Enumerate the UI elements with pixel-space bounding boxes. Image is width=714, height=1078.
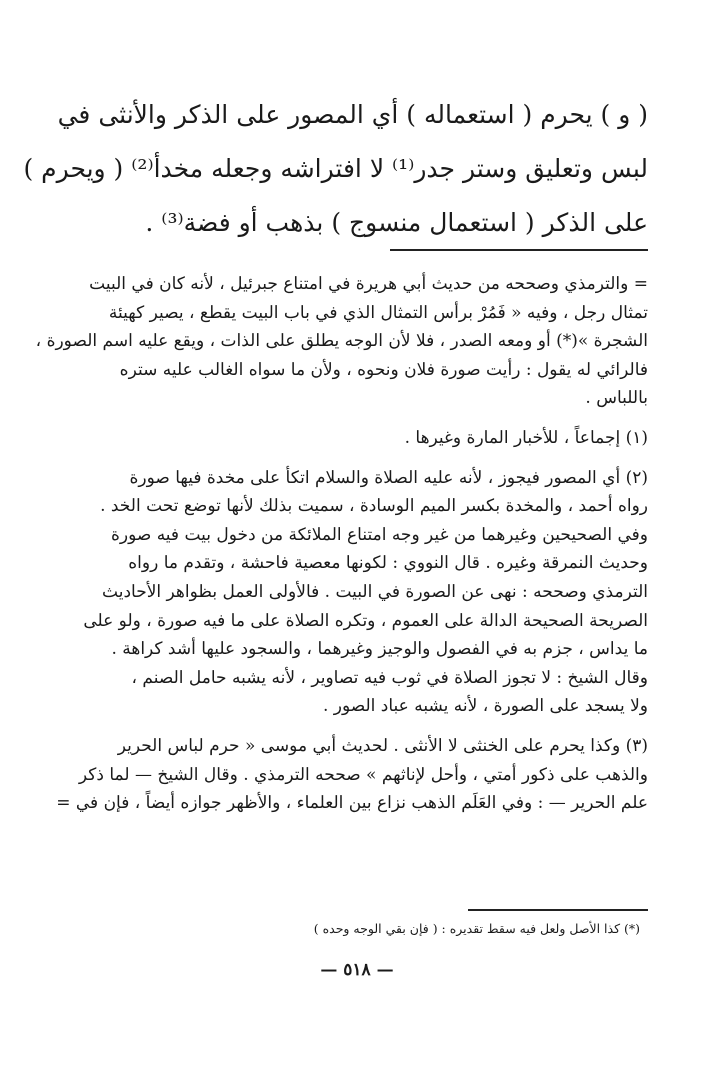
note-line: الصريحة الصحيحة الدالة على العموم ، وتكره الصلاة على ما فيه صورة ، ولو على [83,610,648,631]
footnote-separator-rule [468,909,648,911]
note-line: وحديث النمرقة وغيره . قال النووي : لكونها معصية فاحشة ، وتقدم ما رواه [128,553,648,574]
note-continuation [35,270,648,413]
note-line: وفي الصحيحين وغيرهما من غير وجه امتناع الملائكة من دخول بيت فيه صورة [110,524,648,545]
note-line: (١) إجماعاً ، للأخبار المارة وغيرها . [404,427,648,448]
note-line: علم الحرير — : وفي العَلَم الذهب نزاع بين العلماء ، والأظهر جوازه أيضاً ، فإن في = [56,793,648,814]
note-line: ولا يسجد على الصورة ، لأنه يشبه عباد الصور . [322,696,648,717]
main-text-line: لبس وتعليق وستر جدر⁽¹⁾ لا افتراشه وجعله مخدأ⁽²⁾ ( ويحرم ) [23,154,648,183]
note-line: الترمذي وصححه : نهى عن الصورة في البيت . فالأولى العمل بظواهر الأحاديث [102,581,648,602]
main-text [23,88,648,250]
editor-footnote: (*) كذا الأصل ولعل فيه سقط تقديره : ( فإن بقي الوجه وحده ) [313,921,640,936]
note-3 [56,732,648,818]
main-text-line: على الذكر ( استعمال منسوج ) بذهب أو فضة⁽³⁾ . [145,208,648,237]
note-line: الشجرة »(*) أو ومعه الصدر ، فلا لأن الوجه يطلق على الذات ، ويقع عليه اسم الصورة ، [35,331,648,352]
notes-section [35,270,648,829]
note-line: وقال الشيخ : لا تجوز الصلاة في ثوب فيه تصاوير ، لأنه يشبه حامل الصنم ، [131,667,648,688]
note-1 [64,424,648,453]
note-line: والذهب على ذكور أمتي ، وأحل لإناثهم » صححه الترمذي . وقال الشيخ — لما ذكر [78,764,648,785]
note-line: ما يداس ، جزم به في الفصول والوجيز وغيرهما ، والسجود عليها أشد كراهة . [111,639,648,660]
note-line: (٣) وكذا يحرم على الخنثى لا الأنثى . لحديث أبي موسى « حرم لباس الحرير [117,735,648,756]
page-number: — ٥١٨ — [320,960,394,980]
note-line: تمثال رجل ، وفيه « فَمُرْ برأس التمثال الذي في باب البيت يقطع ، يصير كهيئة [108,302,648,323]
note-line: (٢) أي المصور فيجوز ، لأنه عليه الصلاة والسلام اتكأ على مخدة فيها صورة [129,467,648,488]
note-line: باللباس . [585,388,648,409]
main-text-line: ( و ) يحرم ( استعماله ) أي المصور على الذكر والأنثى في [57,100,648,129]
note-line: = والترمذي وصححه من حديث أبي هريرة في امتناع جبرئيل ، لأنه كان في البيت [89,274,648,294]
notes-separator-rule [390,249,648,251]
note-line: فالرائي له يقول : رأيت صورة فلان ونحوه ، ولأن ما سواه الغالب عليه ستره [119,359,648,380]
note-2 [64,464,648,721]
note-line: رواه أحمد ، والمخدة بكسر الميم الوسادة ، سميت بذلك لأنها توضع تحت الخد . [100,496,648,517]
